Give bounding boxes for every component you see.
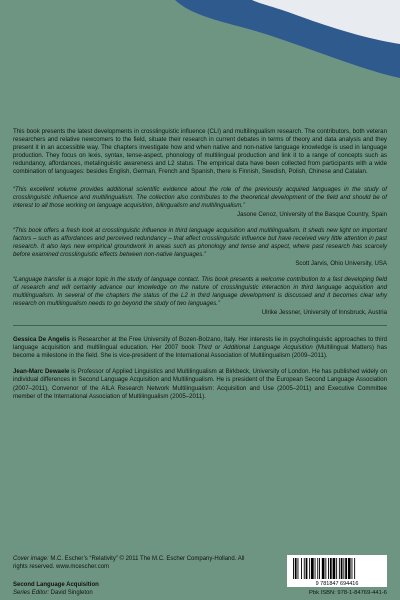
author-name: Gessica De Angelis bbox=[13, 335, 70, 343]
barcode-bar bbox=[295, 558, 297, 579]
quote-attribution: Scott Jarvis, Ohio University, USA bbox=[295, 259, 387, 267]
series-editor-name: David Singleton bbox=[49, 590, 93, 596]
barcode-bar bbox=[336, 558, 337, 579]
barcode-bar bbox=[315, 558, 316, 579]
series-editor bbox=[13, 589, 248, 597]
barcode-bar bbox=[330, 558, 332, 579]
quote-attribution: Ulrike Jessner, University of Innsbruck, Austria bbox=[261, 308, 387, 316]
footer bbox=[13, 555, 387, 600]
barcode-bar bbox=[354, 558, 355, 579]
endorsement-quote bbox=[13, 227, 387, 268]
barcode-bar bbox=[345, 558, 347, 579]
barcode-bar bbox=[341, 558, 343, 579]
cover-credit-text: M.C. Escher’s “Relativity” © 2011 The M.C. Escher Company-Holland. All rights reserved. www.mcescher.com bbox=[13, 556, 245, 570]
barcode-bar bbox=[298, 558, 299, 579]
bio-text: is Researcher at the Free University of Bozen-Bolzano, Italy. Her interests lie in psycholinguistic approaches to third language acquisition and multilingual education. Her 2007 book bbox=[13, 335, 387, 351]
barcode-bar bbox=[352, 558, 353, 579]
barcode-bar bbox=[328, 558, 329, 579]
barcode-bar bbox=[311, 558, 314, 579]
barcode-digits: 9 781847 694416 bbox=[315, 581, 359, 587]
quote-attribution: Jasone Cenoz, University of the Basque Country, Spain bbox=[237, 210, 387, 218]
series-title: Second Language Acquisition bbox=[13, 582, 99, 588]
author-name: Jean-Marc Dewaele bbox=[13, 368, 70, 376]
bio-text: (Multilingual Matters) has become a milestone in the field. She is vice-president of the International Association of Multilingualism (2009–2011). bbox=[13, 343, 388, 359]
barcode bbox=[287, 555, 387, 587]
barcode-bar bbox=[339, 558, 340, 579]
barcode-bar bbox=[293, 558, 294, 579]
quote-text: “This excellent volume provides additional scientific evidence about the role of the previously acquired languages in the study of crosslinguistic influence and multilingualism. The collection also contributes to the theoretical development of the field and should be of interest to all those working on language acquisition, bilingualism and multilingualism.” bbox=[13, 185, 387, 209]
book-title: Third or Additional Language Acquisition bbox=[197, 343, 313, 351]
barcode-bar bbox=[348, 558, 351, 579]
series-info bbox=[13, 581, 248, 597]
barcode-bar bbox=[319, 558, 320, 579]
author-bio bbox=[13, 336, 387, 361]
barcode-bar bbox=[304, 558, 305, 579]
back-cover-content bbox=[0, 120, 400, 600]
barcode-bar bbox=[322, 558, 325, 579]
bio-text: is Professor of Applied Linguistics and Multilingualism at Birkbeck, University of London. He has published widely on individual differences in Second Language Acquisition and Multilingualism. He is president of the European Second Language Association (2007–2011), Convenor of the AILA Research Network Multilingualism: Acquisition and Use (2005–2011) and Executive Committee member of the International Association of Multilingualism (2005–2011). bbox=[13, 368, 387, 400]
isbn: Pbk ISBN: 978-1-84769-441-6 bbox=[309, 590, 387, 596]
barcode-bar bbox=[309, 558, 310, 579]
barcode-bar bbox=[343, 558, 344, 579]
barcode-bar bbox=[325, 558, 326, 579]
barcode-bars bbox=[287, 555, 387, 587]
barcode-bar bbox=[301, 558, 302, 579]
barcode-bar bbox=[333, 558, 336, 579]
cover-artwork bbox=[0, 0, 400, 120]
endorsement-quote bbox=[13, 276, 387, 317]
cover-credit-label: Cover image: bbox=[13, 556, 49, 562]
series-editor-label: Series Editor: bbox=[13, 590, 50, 596]
cover-credit bbox=[13, 555, 248, 571]
quote-text: “Language transfer is a major topic in the study of language contact. This book presents a welcome contribution to a fast developing field of research and will certainly advance our knowledge on the nature of crosslinguistic interaction in third language acquisition and multilingualism. In several of the chapters the status of the L2 in third language development is discussed and it becomes clear why research on multilingualism needs to go beyond the study of two languages.” bbox=[13, 275, 387, 307]
barcode-bar bbox=[317, 558, 318, 579]
quote-text: “This book offers a fresh look at crosslinguistic influence in third language acquisition and multilingualism. It sheds new light on important factors – such as affordances and perceived redundancy – that affect crosslinguistic influence but have received very little attention in past research. It also lays new empirical groundwork in areas such as phonology and tense and aspect, where past research has scarcely before examined crosslinguistic effects between non-native languages.” bbox=[13, 226, 387, 258]
divider bbox=[13, 325, 387, 326]
author-bio bbox=[13, 368, 387, 401]
book-description: This book presents the latest developments in crosslinguistic influence (CLI) and multilingualism research. The contributors, both veteran researchers and relative newcomers to the field, situate their research in current debates in terms of theory and data analysis and they present it in an accessible way. The chapters investigate how and when native and non-native language knowledge is used in language production. They focus on lexis, syntax, tense-aspect, phonology of multilingual production and link it to a range of concepts such as redundancy, affordances, metalinguistic awareness and L2 status. The empirical data have been collected from participants with a wide combination of languages: besides English, German, French and Spanish, there is Finnish, Swedish, Polish, Chinese and Catalan. bbox=[13, 128, 387, 176]
endorsement-quote bbox=[13, 186, 387, 219]
barcode-bar bbox=[306, 558, 308, 579]
